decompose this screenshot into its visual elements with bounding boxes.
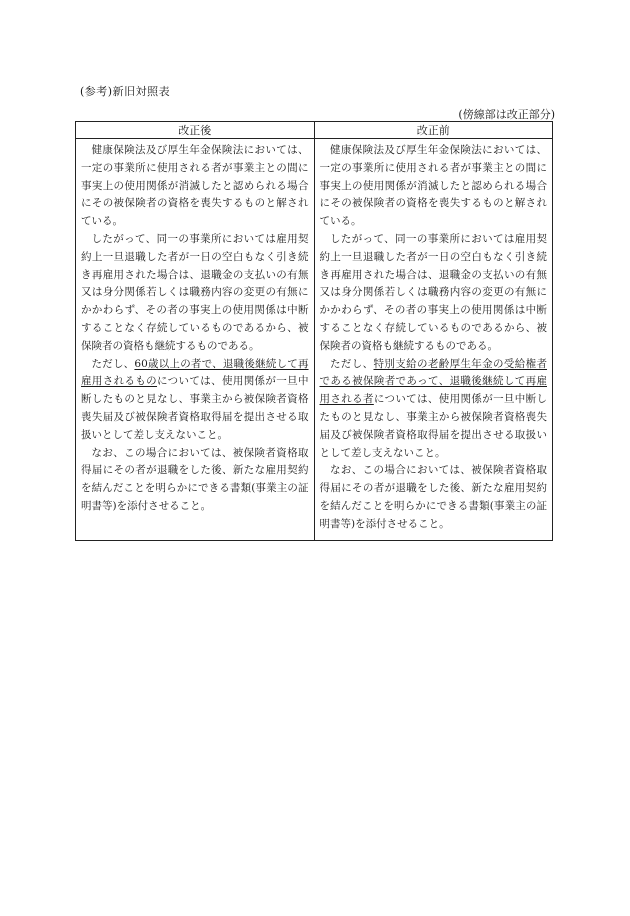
document-title: (参考)新旧対照表 bbox=[80, 85, 171, 98]
after-p3-rest: については、使用関係が一旦中断したものと見なし、事業主から被保険者資格喪失届及び被保険者資格取得届を提出させる取扱いとして差し支えないこと。 bbox=[81, 375, 309, 441]
comparison-table bbox=[75, 121, 553, 541]
table-row bbox=[76, 139, 553, 541]
before-revision-cell bbox=[314, 139, 553, 541]
column-header-before-revision: 改正前 bbox=[314, 122, 553, 139]
before-p3-rest: については、使用関係が一旦中断したものと見なし、事業主から被保険者資格喪失届及び被保険者資格取得届を提出させる取扱いとして差し支えないこと。 bbox=[319, 393, 548, 459]
after-p3-lead: ただし、 bbox=[91, 357, 135, 370]
after-revision-cell bbox=[76, 139, 315, 541]
table-header-row bbox=[76, 122, 553, 139]
underline-note: (傍線部は改正部分) bbox=[458, 108, 555, 121]
before-paragraph-4: なお、この場合においては、被保険者資格取得届にその者が退職をした後、新たな雇用契約を結んだことを明らかにできる書類(事業主の証明書等)を添付させること。 bbox=[319, 464, 547, 530]
after-paragraph-3 bbox=[81, 356, 309, 445]
before-p3-lead: ただし、 bbox=[330, 357, 374, 370]
column-header-after-revision: 改正後 bbox=[76, 122, 315, 139]
after-paragraph-2: したがって、同一の事業所においては雇用契約上一旦退職した者が一日の空白もなく引き続き再雇用された場合は、退職金の支払いの有無又は身分関係若しくは職務内容の変更の有無にかかわらず、その者の事実上の使用関係は中断することなく存続しているものであるから、被保険者の資格も継続するものである。 bbox=[81, 232, 309, 352]
before-paragraph-2: したがって、同一の事業所においては雇用契約上一旦退職した者が一日の空白もなく引き続き再雇用された場合は、退職金の支払いの有無又は身分関係若しくは職務内容の変更の有無にかかわらず、その者の事実上の使用関係は中断することなく存続しているものであるから、被保険者の資格も継続するものである。 bbox=[319, 232, 547, 352]
after-paragraph-1: 健康保険法及び厚生年金保険法においては、一定の事業所に使用される者が事業主との間に事実上の使用関係が消滅したと認められる場合にその被保険者の資格を喪失するものと解されている。 bbox=[81, 144, 309, 228]
before-paragraph-1: 健康保険法及び厚生年金保険法においては、一定の事業所に使用される者が事業主との間に事実上の使用関係が消滅したと認められる場合にその被保険者の資格を喪失するものと解されている。 bbox=[319, 144, 547, 228]
before-paragraph-3 bbox=[320, 356, 548, 463]
before-p3-amended-text: 特別支給の老齢厚生年金の受給権者である被保険者であって、退職後継続して再雇用される者 bbox=[319, 357, 548, 406]
after-paragraph-4: なお、この場合においては、被保険者資格取得届にその者が退職をした後、新たな雇用契約を結んだことを明らかにできる書類(事業主の証明書等)を添付させること。 bbox=[81, 446, 309, 512]
after-p3-amended-text: 60歳以上の者で、退職後継続して再雇用されるもの bbox=[81, 357, 309, 388]
